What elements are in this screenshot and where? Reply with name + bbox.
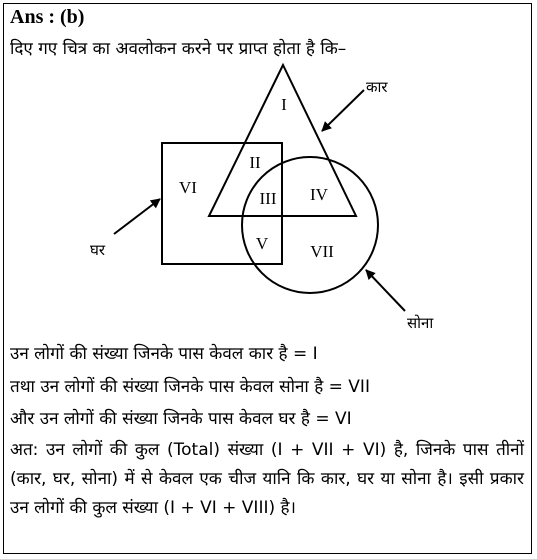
gold-label: सोना <box>407 314 434 332</box>
region-VI: VI <box>179 178 197 197</box>
intro-text: दिए गए चित्र का अवलोकन करने पर प्राप्त होता है कि– <box>10 39 347 59</box>
car-arrow <box>322 90 364 131</box>
car-label: कार <box>366 78 388 96</box>
region-III: III <box>259 189 277 208</box>
gold-arrow <box>366 270 405 311</box>
conclusion-paragraph: अत: उन लोगों की कुल (Total) संख्या (I + VII + VI) है, जिनके पास तीनों (कार, घर, सोना) में से केवल एक चीज यानि कि कार, घर या सोना है। इसी प्रकार उन लोगों की कुल संख्या (I + VI + VIII) है। <box>10 440 524 518</box>
region-VII: VII <box>310 242 334 261</box>
house-arrow <box>114 199 160 234</box>
only-car-line: उन लोगों की संख्या जिनके पास केवल कार है = I <box>10 344 318 364</box>
answer-heading: Ans : (b) <box>10 6 85 28</box>
house-label: घर <box>90 241 106 259</box>
gold-circle <box>242 157 378 293</box>
only-house-line: और उन लोगों की संख्या जिनके पास केवल घर है = VI <box>10 409 352 429</box>
region-I: I <box>281 95 287 114</box>
only-gold-line: तथा उन लोगों की संख्या जिनके पास केवल सोना है = VII <box>10 377 370 397</box>
region-II: II <box>249 153 261 172</box>
region-IV: IV <box>310 185 328 204</box>
region-V: V <box>255 234 269 253</box>
